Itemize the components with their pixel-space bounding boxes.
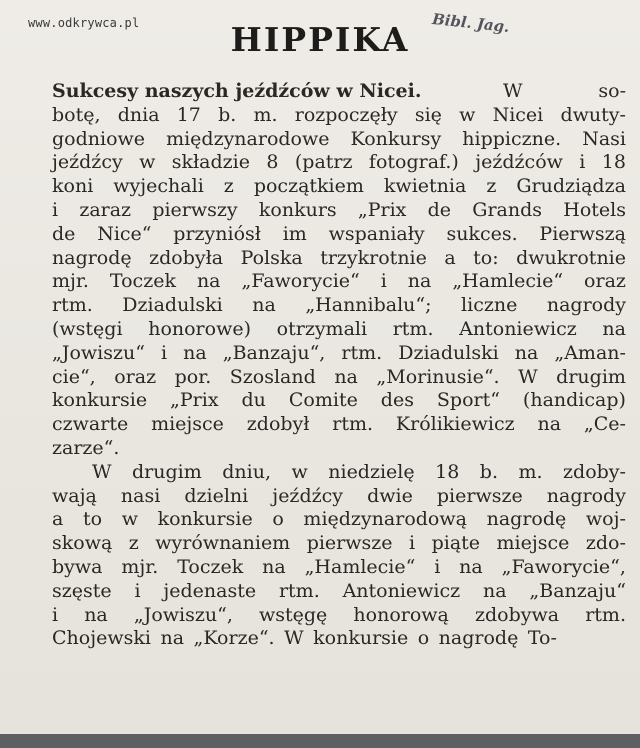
article-word: por. xyxy=(174,365,212,388)
article-word: m. xyxy=(253,103,278,126)
article-word: jeźdźcy xyxy=(272,484,343,507)
article-line xyxy=(52,389,626,413)
article-word: „Ce- xyxy=(583,413,626,436)
article-word: na xyxy=(537,413,562,436)
article-word: na xyxy=(160,627,185,650)
article-word: W xyxy=(92,460,112,483)
article-word: na xyxy=(602,317,626,340)
article-line xyxy=(52,532,626,556)
article-word: „Prix xyxy=(357,198,407,221)
article-word: Polska xyxy=(240,246,303,269)
article-word: bywa xyxy=(52,555,103,578)
article-word: dwukrotnie xyxy=(516,246,626,269)
article-line xyxy=(52,366,626,390)
article-word: Szosland xyxy=(229,365,316,388)
article-word: rtm. xyxy=(52,294,93,317)
article-word: wyrównaniem xyxy=(155,532,291,555)
article-word: fotograf.) xyxy=(368,151,459,174)
article-word: z xyxy=(128,532,139,555)
article-line xyxy=(52,223,626,247)
article-word: w xyxy=(459,103,476,126)
article-word: 17 xyxy=(176,103,201,126)
article-word: i xyxy=(52,603,59,626)
article-word: miejsce xyxy=(496,532,570,555)
article-word: drugim xyxy=(556,365,626,388)
article-word: Nice“ xyxy=(97,222,152,245)
article-word: (patrz xyxy=(294,151,353,174)
article-word: honorowe) xyxy=(148,317,251,340)
article-line xyxy=(52,128,626,152)
article-word: Dziadulski xyxy=(398,341,499,364)
article-word: w xyxy=(121,508,138,531)
article-word: otrzymali xyxy=(276,317,368,340)
article-word: (wstęgi xyxy=(52,317,123,340)
article-word: „Morinusie“. xyxy=(376,365,500,388)
article-line xyxy=(52,508,626,532)
article-word: zdobywa xyxy=(474,603,560,626)
article-line xyxy=(52,627,626,651)
article-word: 18 xyxy=(601,151,626,174)
article-word: dniu, xyxy=(222,460,272,483)
article-word: pierwszy xyxy=(152,198,238,221)
article-word: woj- xyxy=(585,508,626,531)
article-word: na xyxy=(262,555,286,578)
article-word: jeźdźców xyxy=(475,151,563,174)
article-line xyxy=(52,294,626,318)
article-word: de xyxy=(52,222,76,245)
article-line xyxy=(52,104,626,128)
article-word: Dziadulski xyxy=(122,294,223,317)
article-word: i xyxy=(134,579,141,602)
article-word: i xyxy=(380,270,387,293)
article-word: i xyxy=(161,341,168,364)
article-word: „Hannibalu“; xyxy=(305,294,432,317)
article-word: (handicap) xyxy=(522,389,626,412)
article-word: pierwsze xyxy=(306,532,393,555)
article-word: i xyxy=(52,198,59,221)
article-word: b. xyxy=(479,460,498,483)
article-word: „Jowiszu“ xyxy=(52,341,145,364)
article-word: z xyxy=(223,175,234,198)
article-word: Konkursy xyxy=(350,127,442,150)
article-word: koni xyxy=(52,175,94,198)
article-word: rtm. xyxy=(332,413,374,436)
article-word: „Hamlecie“ xyxy=(452,270,564,293)
article-word: dwuty- xyxy=(560,103,626,126)
article-word: na xyxy=(407,270,432,293)
article-word: „Prix xyxy=(170,389,219,412)
article-word: oraz xyxy=(114,365,157,388)
article-lead: Sukcesy naszych jeźdźców w Nicei. xyxy=(52,80,422,102)
article-word: 8 xyxy=(266,151,279,174)
article-line xyxy=(52,80,626,104)
article-word: m. xyxy=(518,460,543,483)
article-word: miejsce xyxy=(151,413,224,436)
article-word: z xyxy=(486,175,497,198)
article-word: to: xyxy=(473,246,499,269)
article-line xyxy=(52,485,626,509)
article-word: Antoniewicz xyxy=(342,579,461,602)
article-word: zdoby- xyxy=(563,460,626,483)
article-word: nasi xyxy=(120,484,161,507)
article-word: rtm. xyxy=(585,603,626,626)
article-word: na xyxy=(459,555,483,578)
article-word: na xyxy=(334,365,358,388)
article-word: des xyxy=(380,389,414,412)
article-word: sukces. xyxy=(446,222,518,245)
article-word: godniowe xyxy=(52,127,146,150)
article-word: hippiczne. xyxy=(462,127,562,150)
article-word: Grands xyxy=(472,198,543,221)
article-word: nagrodę xyxy=(438,627,519,650)
article-word: Toczek xyxy=(177,555,244,578)
article-line xyxy=(52,413,626,437)
article-word: Chojewski xyxy=(52,627,151,650)
article-word: mjr. xyxy=(52,270,89,293)
article-word: du xyxy=(241,389,266,412)
article-word: pierwsze xyxy=(436,484,523,507)
article-word: W xyxy=(503,80,523,102)
article-word: dwie xyxy=(367,484,413,507)
article-word: „Aman- xyxy=(554,341,626,364)
article-word: na xyxy=(252,294,276,317)
article-word: konkurs xyxy=(258,198,337,221)
bottom-edge xyxy=(0,734,640,748)
article-word: Nasi xyxy=(582,127,626,150)
article-word: rozpoczęły xyxy=(294,103,398,126)
article-word: a xyxy=(52,508,64,531)
article-line xyxy=(52,318,626,342)
article-word: „Hamlecie“ xyxy=(304,555,416,578)
article-word: „Faworycie“ xyxy=(241,270,360,293)
article-word: w xyxy=(291,460,308,483)
article-word: Antoniewicz xyxy=(459,317,577,340)
article-word: Królikiewicz xyxy=(395,413,515,436)
article-line xyxy=(52,461,626,485)
article-word: jedenaste xyxy=(163,579,257,602)
article-word: zdo- xyxy=(585,532,626,555)
article-line xyxy=(52,175,626,199)
article-word: mjr. xyxy=(121,555,159,578)
article-word: W xyxy=(518,365,538,388)
article-word: na xyxy=(196,270,221,293)
article-line xyxy=(52,270,626,294)
site-watermark: www.odkrywca.pl xyxy=(28,16,140,30)
article-word: „Korze“. xyxy=(193,627,275,650)
article-line xyxy=(52,556,626,580)
article-word: „Banzaju“, xyxy=(222,341,326,364)
article-word: konkursie xyxy=(313,627,409,650)
article-word: drugim xyxy=(132,460,202,483)
article-word: konkursie xyxy=(52,389,148,412)
article-word: Toczek xyxy=(109,270,176,293)
article-word: zarze“. xyxy=(52,436,120,459)
section-headline: HIPPIKA xyxy=(230,20,410,59)
article-word: nagrody xyxy=(546,484,626,507)
article-word: „Faworycie“, xyxy=(501,555,626,578)
article-word: de xyxy=(427,198,452,221)
article-word: nagrodę xyxy=(52,246,132,269)
article-line xyxy=(52,247,626,271)
article-word: wyjechali xyxy=(113,175,204,198)
article-word: na xyxy=(514,341,539,364)
article-word: botę, xyxy=(52,103,101,126)
article-line xyxy=(52,342,626,366)
article-word: Hotels xyxy=(563,198,626,221)
article-word: szęste xyxy=(52,579,112,602)
article-line xyxy=(52,199,626,223)
article-word: wspaniały xyxy=(328,222,425,245)
article-word: dnia xyxy=(117,103,160,126)
article-word: czwarte xyxy=(52,413,129,436)
article-word: o xyxy=(417,627,430,650)
article-word: niedzielę xyxy=(328,460,415,483)
article-word: a xyxy=(444,246,456,269)
article-word: zdobył xyxy=(246,413,310,436)
library-stamp: Bibl. Jag. xyxy=(431,9,511,37)
article-word: so- xyxy=(598,80,626,102)
article-word: na xyxy=(84,603,108,626)
article-word: Pierwszą xyxy=(539,222,626,245)
article-word: początkiem xyxy=(253,175,364,198)
article-word: kwietnia xyxy=(383,175,467,198)
article-word: cie“, xyxy=(52,365,96,388)
article-word: „Jowiszu“, xyxy=(133,603,233,626)
article-line xyxy=(52,604,626,628)
article-word: honorową xyxy=(353,603,449,626)
article-word: oraz xyxy=(584,270,626,293)
article-word: na xyxy=(183,341,207,364)
article-word: Grudziądza xyxy=(516,175,626,198)
article-word: piąte xyxy=(431,532,481,555)
article-word: liczne xyxy=(461,294,518,317)
article-word: jeźdźcy xyxy=(52,151,123,174)
article-word: zdobyła xyxy=(149,246,224,269)
article-word: rtm. xyxy=(278,579,320,602)
article-word: się xyxy=(414,103,442,126)
article-word: W xyxy=(284,627,304,650)
article-word: rtm. xyxy=(392,317,434,340)
article-word: trzykrotnie xyxy=(320,246,427,269)
article-word: „Banzaju“ xyxy=(529,579,626,602)
article-line xyxy=(52,437,626,461)
article-line xyxy=(52,151,626,175)
article-body xyxy=(52,80,626,651)
article-word: im xyxy=(282,222,307,245)
article-word: nagrody xyxy=(546,294,626,317)
article-word: o xyxy=(272,508,284,531)
article-word: dzielni xyxy=(184,484,249,507)
article-line xyxy=(52,580,626,604)
article-word: i xyxy=(409,532,416,555)
article-word: przyniósł xyxy=(173,222,261,245)
article-word: to xyxy=(82,508,103,531)
article-word: Sport“ xyxy=(436,389,500,412)
article-word: w xyxy=(139,151,156,174)
article-word: konkursie xyxy=(157,508,253,531)
article-word: To- xyxy=(527,627,557,650)
article-word: Comite xyxy=(288,389,358,412)
article-word: i xyxy=(579,151,586,174)
article-word: i xyxy=(434,555,441,578)
article-word: rtm. xyxy=(341,341,383,364)
article-word: międzynarodową xyxy=(303,508,467,531)
article-word: międzynarodowe xyxy=(166,127,330,150)
article-word: skową xyxy=(52,532,113,555)
article-word: składzie xyxy=(171,151,250,174)
article-word: wają xyxy=(52,484,97,507)
article-word: zaraz xyxy=(79,198,132,221)
article-word: na xyxy=(482,579,507,602)
article-word: Nicei xyxy=(492,103,544,126)
article-word: nagrodę xyxy=(486,508,567,531)
article-word: b. xyxy=(218,103,237,126)
article-word: 18 xyxy=(435,460,460,483)
article-word: wstęgę xyxy=(258,603,328,626)
